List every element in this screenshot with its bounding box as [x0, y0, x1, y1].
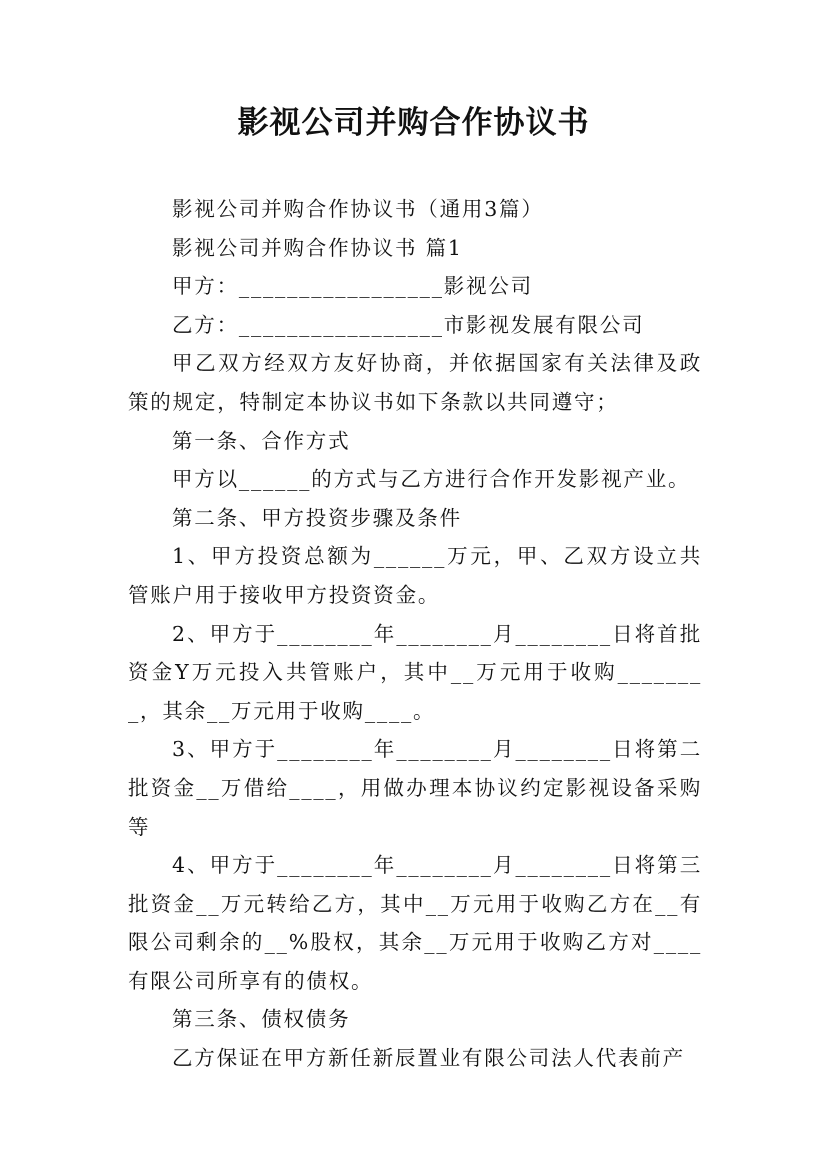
section-heading-3: 第三条、债权债务 [172, 1007, 351, 1032]
clause-2-3: 3、甲方于________年________月________日将第二批资金__万借给____，用做办理本协议约定影视设备采购等 [128, 737, 702, 839]
paragraph-article-heading: 影视公司并购合作协议书 篇1 [172, 235, 463, 260]
paragraph-party-a: 甲方：_________________影视公司 [172, 274, 533, 299]
section-heading-1: 第一条、合作方式 [172, 428, 351, 453]
document-title: 影视公司并购合作协议书 [237, 105, 590, 141]
clause-2-4: 4、甲方于________年________月________日将第三批资金__万元转给乙方，其中__万元用于收购乙方在__有限公司剩余的__%股权，其余__万元用于收购乙方对____有限公司所享有的债权。 [128, 853, 702, 993]
paragraph-party-b: 乙方：_________________市影视发展有限公司 [172, 312, 645, 337]
clause-2-1: 1、甲方投资总额为______万元，甲、乙双方设立共管账户用于接收甲方投资资金。 [128, 544, 702, 607]
paragraph-debt-guarantee: 乙方保证在甲方新任新辰置业有限公司法人代表前产 [172, 1046, 685, 1071]
clause-2-2: 2、甲方于________年________月________日将首批资金Y万元投入共管账户，其中__万元用于收购________，其余__万元用于收购____。 [128, 621, 702, 723]
paragraph-collection-heading: 影视公司并购合作协议书（通用3篇） [172, 197, 544, 221]
document-body [128, 190, 702, 1078]
paragraph-cooperation-method: 甲方以______的方式与乙方进行合作开发影视产业。 [172, 467, 691, 492]
paragraph-preamble: 甲乙双方经双方友好协商，并依据国家有关法律及政策的规定，特制定本协议书如下条款以共同遵守； [128, 351, 702, 414]
section-heading-2: 第二条、甲方投资步骤及条件 [172, 505, 462, 530]
